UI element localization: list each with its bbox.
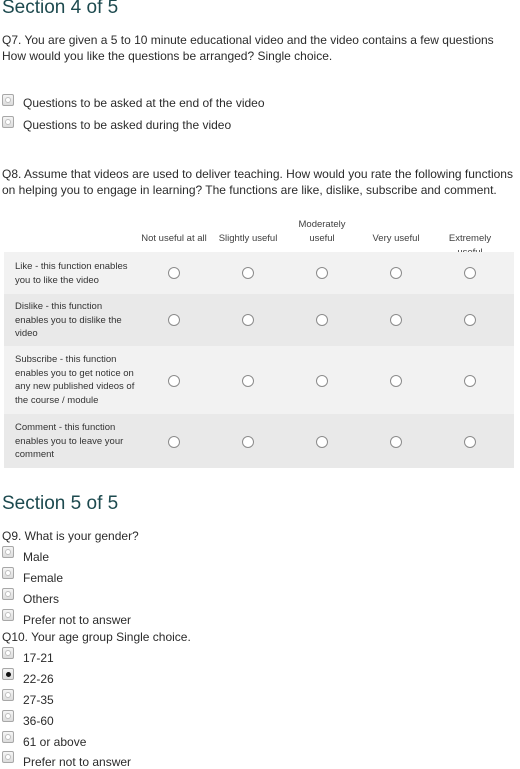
q7-option-radio[interactable] — [2, 116, 14, 128]
q8-row-label: Like - this function enables you to like the video — [15, 261, 128, 286]
q8-row-label: Dislike - this function enables you to dislike the video — [15, 301, 122, 339]
q8-column-header: Slightly useful — [218, 233, 278, 244]
q9-option-label: Prefer not to answer — [23, 613, 132, 627]
q10-option-radio-selected[interactable] — [2, 668, 14, 680]
q10-option-label: 17-21 — [23, 651, 54, 665]
q8-rating-radio[interactable] — [464, 375, 476, 387]
q8-rating-radio[interactable] — [316, 436, 328, 448]
q10-option-radio[interactable] — [2, 751, 14, 763]
q7-option-radio[interactable] — [2, 94, 14, 106]
q9-option-radio[interactable] — [2, 609, 14, 621]
q8-rating-radio[interactable] — [168, 314, 180, 326]
q8-text-line-2: on helping you to engage in learning? The functions are like, dislike, subscribe and comment. — [2, 183, 497, 197]
q8-rating-radio[interactable] — [242, 267, 254, 279]
q8-rating-radio[interactable] — [242, 314, 254, 326]
q7-option-label: Questions to be asked at the end of the video — [23, 96, 265, 110]
q8-rating-radio[interactable] — [168, 267, 180, 279]
q8-rating-radio[interactable] — [390, 314, 402, 326]
q8-column-header: Very useful — [372, 233, 420, 244]
section-4-title: Section 4 of 5 — [2, 0, 119, 18]
q8-column-header: Extremely — [448, 233, 492, 244]
q8-rating-radio[interactable] — [242, 436, 254, 448]
q8-row-dislike — [4, 294, 514, 346]
q8-rating-radio[interactable] — [390, 267, 402, 279]
q8-row-label: Subscribe - this function enables you to get notice on any new published videos of the course / module — [15, 354, 135, 406]
q9-option-radio[interactable] — [2, 588, 14, 600]
q9-option-label: Female — [23, 571, 64, 585]
q8-rating-radio[interactable] — [316, 375, 328, 387]
q10-question: Q10. Your age group Single choice. — [2, 630, 191, 644]
q8-rating-radio[interactable] — [390, 375, 402, 387]
q10-option-label: 27-35 — [23, 693, 54, 707]
q10-option-label: 61 or above — [23, 735, 87, 749]
q9-option-radio[interactable] — [2, 546, 14, 558]
q8-row-label: Comment - this function enables you to leave your comment — [15, 422, 124, 460]
q8-rating-radio[interactable] — [316, 314, 328, 326]
q8-text-line-1: Q8. Assume that videos are used to deliver teaching. How would you rate the following functions — [2, 167, 513, 181]
q9-option-label: Male — [23, 550, 50, 564]
q8-question — [2, 166, 513, 198]
q10-option-radio[interactable] — [2, 689, 14, 701]
q9-question: Q9. What is your gender? — [2, 529, 139, 543]
q10-option-radio[interactable] — [2, 731, 14, 743]
q10-option-radio[interactable] — [2, 647, 14, 659]
q8-row-subscribe — [4, 346, 514, 414]
q8-rating-radio[interactable] — [316, 267, 328, 279]
q7-option-label: Questions to be asked during the video — [23, 118, 232, 132]
q8-rating-radio[interactable] — [168, 375, 180, 387]
q8-column-header: Moderately useful — [298, 219, 346, 244]
q10-option-label: 36-60 — [23, 714, 54, 728]
q8-rating-radio[interactable] — [390, 436, 402, 448]
q7-text-line-1: Q7. You are given a 5 to 10 minute educational video and the video contains a few questions — [2, 33, 494, 47]
q9-option-radio[interactable] — [2, 567, 14, 579]
q10-option-radio[interactable] — [2, 710, 14, 722]
section-5-title: Section 5 of 5 — [2, 493, 119, 514]
q8-row-like — [4, 252, 514, 294]
q7-question — [2, 32, 494, 64]
q8-row-comment — [4, 414, 514, 468]
q7-text-line-2: How would you like the questions be arranged? Single choice. — [2, 49, 333, 63]
q8-rating-radio[interactable] — [242, 375, 254, 387]
q8-rating-radio[interactable] — [464, 267, 476, 279]
q9-option-label: Others — [23, 592, 60, 606]
q10-option-label: 22-26 — [23, 672, 54, 686]
q8-rating-radio[interactable] — [168, 436, 180, 448]
q8-rating-radio[interactable] — [464, 314, 476, 326]
q10-option-label: Prefer not to answer — [23, 755, 132, 769]
q8-rating-radio[interactable] — [464, 436, 476, 448]
q8-column-header: Not useful at all — [141, 233, 207, 244]
